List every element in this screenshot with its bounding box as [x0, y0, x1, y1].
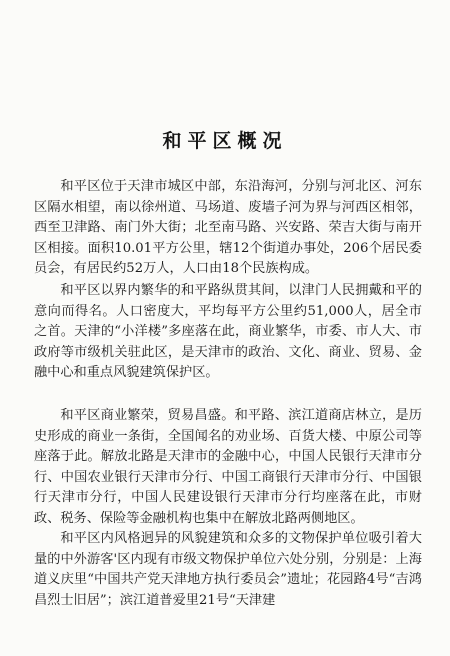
paragraph-name-origin: 和平区以界内繁华的和平路纵贯其间，以津门人民拥戴和平的意向而得名。人口密度大，平均每平方公里约51,000人，居全市之首。天津的“小洋楼”多座落在此，商业繁华，市委、市人大、市政府等市级机关驻此区，是天津市的政治、文化、商业、贸易、金融中心和重点风貌建筑保护区。 [34, 283, 422, 381]
page-title: 和平区概况 [162, 130, 288, 152]
paragraph-heritage: 和平区内风格迥异的风貌建筑和众多的文物保护单位吸引着大量的中外游客'区内现有市级文物保护单位六处分别，分别是：上海道义庆里“中国共产党天津地方执行委员会”遗址；花园路4号“吉鸿昌烈士旧居”；滨江道普爱里21号“天津建 [34, 531, 422, 608]
paragraph-commerce: 和平区商业繁荣，贸易昌盛。和平路、滨江道商店林立，是历史形成的商业一条街，全国闻名的劝业场、百货大楼、中原公司等座落于此。解放北路是天津市的金融中心，中国人民银行天津市分行、中国农业银行天津市分行、中国工商银行天津市分行、中国银行天津市分行，中国人民建设银行天津市分行均座落在此，市财政、税务、保险等金融机构也集中在解放北路两侧地区。 [34, 408, 422, 526]
paragraph-location: 和平区位于天津市城区中部，东沿海河，分别与河北区、河东区隔水相望，南以徐州道、马场道、废墙子河为界与河西区相邻，西至卫津路、南门外大街；北至南马路、兴安路、荣吉大街与南开区相接。面积10.01平方公里，辖12个街道办事处，206个居民委员会，有居民约52万人，人口由18个民族构成。 [34, 179, 422, 277]
